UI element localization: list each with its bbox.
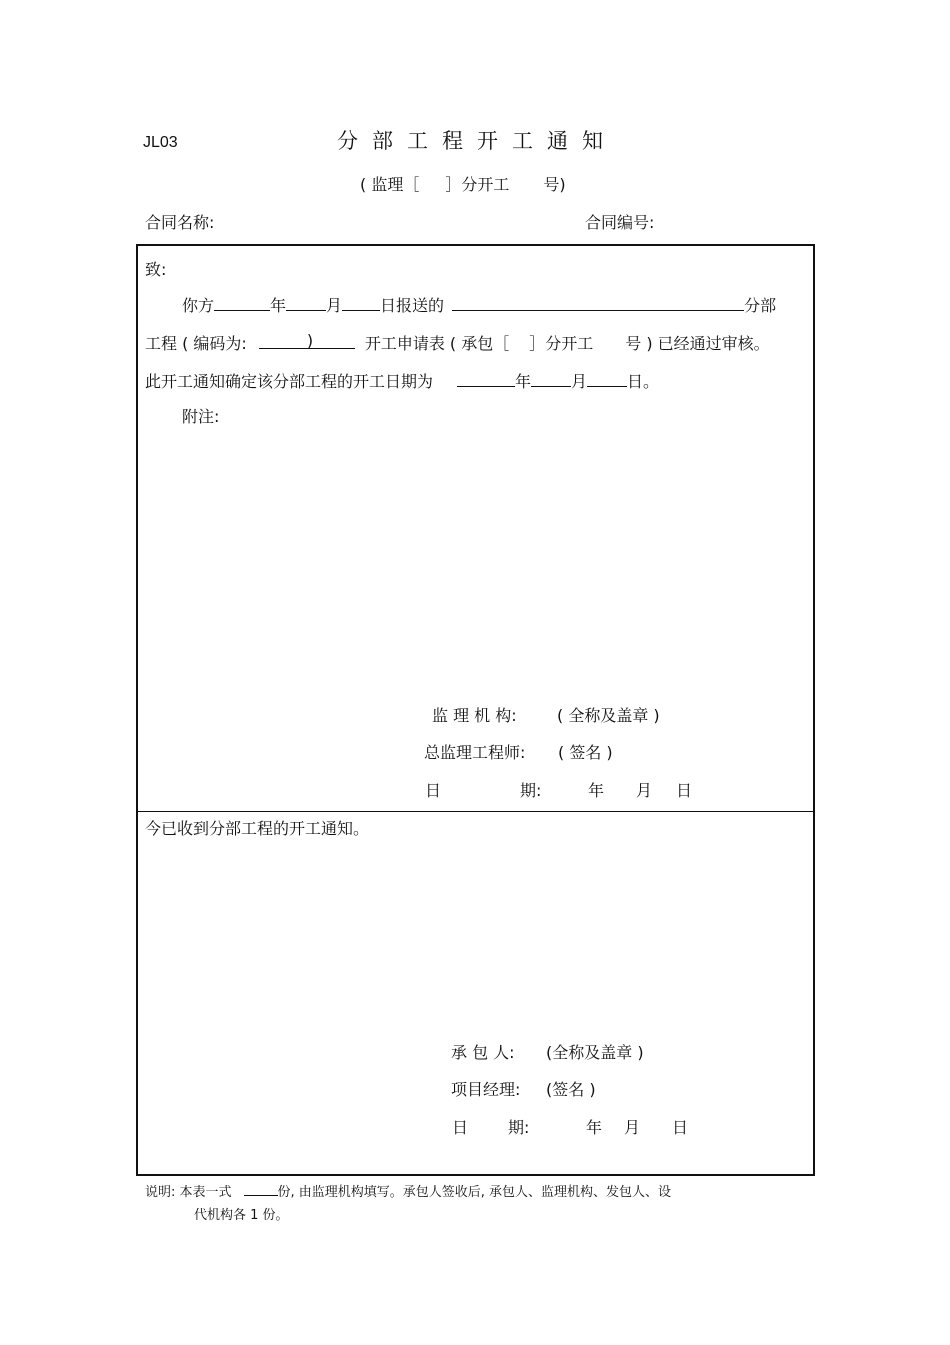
subproject-name-blank[interactable] (452, 295, 744, 311)
supervisor-date-year: 年 (588, 781, 605, 800)
subtitle-mid: ］分开工 (445, 175, 510, 194)
contractor-value: (全称及盖章 ) (546, 1043, 644, 1062)
application-text: 开工申请表 ( 承包［ (364, 334, 510, 353)
addressee-label: 致: (145, 260, 167, 279)
page-title: 分部工程开工通知 (337, 129, 617, 153)
project-manager-label: 项目经理: (451, 1080, 521, 1099)
chief-engineer-label: 总监理工程师: (424, 743, 526, 762)
supervisor-org-label: 监 理 机 构: (432, 706, 517, 725)
year-blank[interactable] (214, 295, 270, 311)
contractor-date-year: 年 (586, 1118, 603, 1137)
form-code: JL03 (143, 134, 178, 151)
application-mid: ］分开工 (529, 334, 594, 353)
notice-line-2 (145, 333, 770, 352)
supervisor-org-value: ( 全称及盖章 ) (557, 706, 660, 725)
year-label: 年 (270, 296, 287, 315)
footnote-rest: 份, 由监理机构填写。承包人签收后, 承包人、监理机构、发包人、设 (277, 1185, 672, 1200)
supervisor-date-day: 日 (676, 781, 693, 800)
supervisor-date-month: 月 (636, 781, 653, 800)
application-close: 号 ) 已经通过审核。 (625, 334, 770, 353)
attachment-label: 附注: (182, 407, 220, 426)
line3-lead: 此开工通知确定该分部工程的开工日期为 (145, 372, 434, 391)
notice-line-1 (182, 295, 776, 314)
copies-blank[interactable] (244, 1183, 278, 1196)
supervisor-date-period-label: 期: (520, 781, 542, 800)
contract-name-label: 合同名称: (145, 213, 215, 232)
start-year-blank[interactable] (457, 371, 515, 387)
subtitle-open: ( 监理［ (360, 175, 420, 194)
start-month-blank[interactable] (531, 371, 571, 387)
start-year-label: 年 (515, 372, 532, 391)
month-blank[interactable] (286, 295, 326, 311)
subtitle-close: 号) (543, 175, 566, 194)
chief-engineer-value: ( 签名 ) (558, 743, 613, 762)
start-day-label: 日。 (627, 372, 660, 391)
day-blank[interactable] (342, 295, 380, 311)
contractor-date-day: 日 (672, 1118, 689, 1137)
footnote-lead: 说明: 本表一式 (145, 1185, 232, 1200)
contractor-date-day-label: 日 (452, 1118, 469, 1137)
footnote-line-1 (145, 1183, 671, 1199)
code-blank[interactable] (259, 333, 355, 349)
code-close: ) (306, 331, 314, 350)
supervisor-date-day-label: 日 (425, 781, 442, 800)
start-day-blank[interactable] (587, 371, 627, 387)
contractor-label: 承 包 人: (451, 1043, 515, 1062)
section-divider (138, 811, 813, 812)
notice-line-3 (145, 371, 659, 390)
contractor-date-month: 月 (624, 1118, 641, 1137)
footnote-line-2: 代机构各 1 份。 (194, 1208, 289, 1223)
month-label: 月 (326, 296, 343, 315)
contractor-date-period-label: 期: (508, 1118, 530, 1137)
line2-lead: 工程 ( 编码为: (145, 334, 247, 353)
subproject-suffix: 分部 (744, 296, 777, 315)
receipt-text: 今已收到分部工程的开工通知。 (145, 819, 370, 838)
contract-number-label: 合同编号: (585, 213, 655, 232)
project-manager-value: (签名 ) (546, 1080, 596, 1099)
day-reported-label: 日报送的 (380, 296, 445, 315)
document-number-line (360, 177, 566, 193)
line1-lead: 你方 (182, 296, 215, 315)
start-month-label: 月 (571, 372, 588, 391)
